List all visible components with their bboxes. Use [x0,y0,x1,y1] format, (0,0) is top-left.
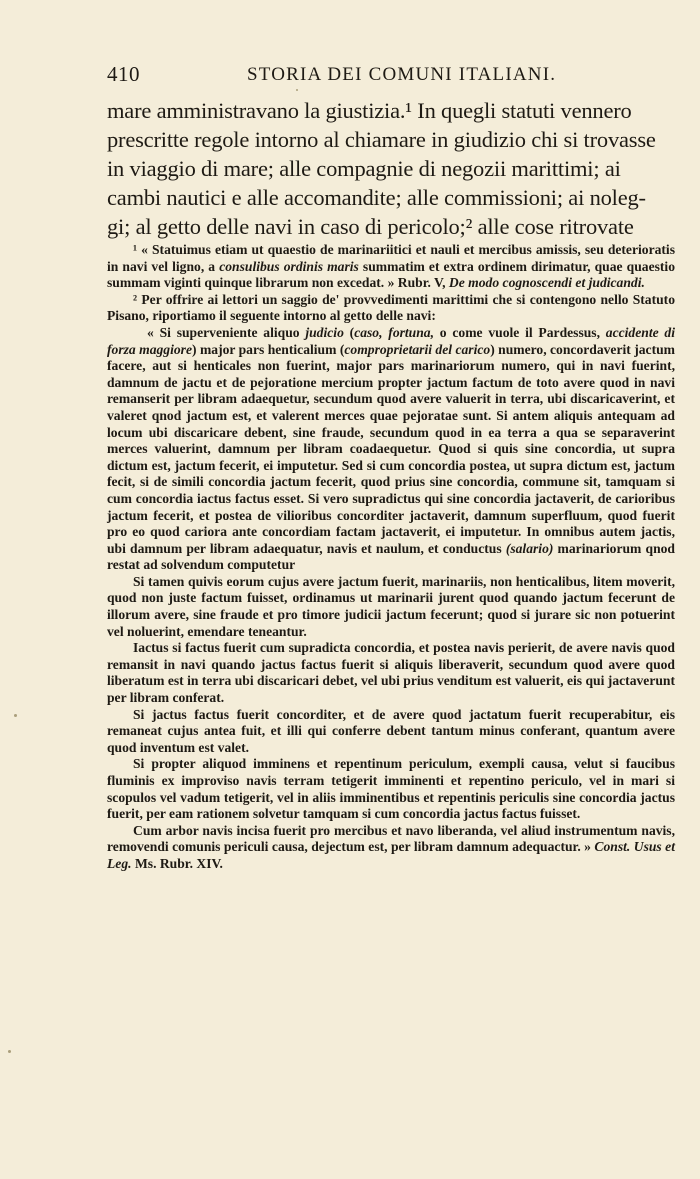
running-title: STORIA DEI COMUNI ITALIANI. [247,64,557,85]
body-line: prescritte regole intorno al chiamare in giudizio chi si trovasse [107,127,656,152]
body-line: cambi nautici e alle accomandite; alle commissioni; ai noleg- [107,185,646,210]
footnote-quote-paragraph: Cum arbor navis incisa fuerit pro mercibus et navo liberanda, vel aliud instrumentum navis, removendi comunis periculi causa, dejectum est, per libram damnum adequactur. » Const. Usus et Leg. Ms. Rubr. XIV. [107,822,675,871]
footnote-2: ² Per offrire ai lettori un saggio de' provvedimenti marittimi che si contengono nello Statuto Pisano, riportiamo il seguente intorno al getto delle navi: [107,291,675,324]
body-line: in viaggio di mare; alle compagnie di negozii marittimi; ai [107,156,621,181]
footnote-quote-paragraph: Iactus si factus fuerit cum supradicta concordia, et postea navis perierit, de avere navis quod remansit in navi quando jactus factus fuerit si aliquis liberaverit, secundum quod avere quod liberatum est in terra ubi discaricari debet, vel ubi prius venditum est valuerit, eis qui jactaverunt per libram conferat. [107,640,675,706]
page-header [107,62,675,88]
page-number: 410 [107,62,140,86]
footnote-quote-paragraph: « Si superveniente aliquo judicio (caso, fortuna, o come vuole il Pardessus, accidente di forza maggiore) major pars henticalium (comproprietarii del carico) numero, concordaverit jactum facere, aut si henticales non fuerint, major pars marinariorum numero, qui in navi fuerint, damnum de jactu et de pejoratione mercium propter jactum factum de toto avere quod in navi remanserit per libram adaequetur, secundum quod avere valuerit in terra, ubi discaricaverint, et valeret qnod jactum est, et valerent merces quae pejoratae sunt. Si antem aliquis antequam ad locum ubi discaricare debent, sine fraude, secundum quod in ea terra a qua se separaverint merces valuerint, damnum per libram coadaequetur. Quod si quis sine concordia, ut supra dictum est, jactum fecerit, ei imputetur. Sed si cum concordia postea, ut supra dictum est, jactum fecit, si de simili concordia jactum fecerit, quod prius sine concordia, commune sit, tamquam si cum concordia iactus factus esset. Si vero supradictus qui sine concordia jactaverit, de carioribus jactum fecerit, et postea de vilioribus concorditer jactaverit, damnum superfluum, quod fuerit pro eo quod cariora ante concordiam factam jactaverit, ei imputetur. In omnibus autem jactis, ubi damnum per libram adaequatur, navis et naulum, et conductus (salario) marinariorum qnod restat ad solvendum computetur [107,324,675,573]
footnotes [107,242,675,873]
body-line: gi; al getto delle navi in caso di pericolo;² alle cose ritrovate [107,214,634,239]
footnote-quote-paragraph: Si tamen quivis eorum cujus avere jactum fuerit, marinariis, non henticalibus, litem moverit, quod non juste factum fuisset, ordinamus ut marinarii jurent quod quando jactum fecerunt de illorum avere, sine fraude et pro timore judicii jactum fecerunt; quod si jurare sic non potuerint vel noluerint, emendare teneantur. [107,573,675,639]
footnote-quote-paragraph: Si jactus factus fuerit concorditer, et de avere quod jactatum fuerit recuperabitur, eis remaneat cujus antea fuit, et illi qui conferre debent tantum minus conferant, quantum avere quod inventum est valet. [107,706,675,755]
main-text [107,96,675,241]
footnote-1: ¹ « Statuimus etiam ut quaestio de marinariitici et nauli et mercibus amissis, seu deterioratis in navi vel ligno, a consulibus ordinis maris summatim et extra ordinem dirimatur, quae quaestio summam viginti quinque librarum non excedat. » Rubr. V, De modo cognoscendi et judicandi. [107,242,675,291]
body-line: mare amministravano la giustizia.¹ In quegli statuti vennero [107,98,632,123]
footnote-quote-paragraph: Si propter aliquod imminens et repentinum periculum, exempli causa, velut si faucibus fluminis ex improviso navis terram tetigerit imminenti et repentino periculo, vel in mari si scopulos vel vadum tetigerit, vel in aliis imminentibus et repentinis periculis sine concordia jactus fuerit, per eam rationem solvetur tamquam si cum concordia jactus factus fuisset. [107,756,675,822]
